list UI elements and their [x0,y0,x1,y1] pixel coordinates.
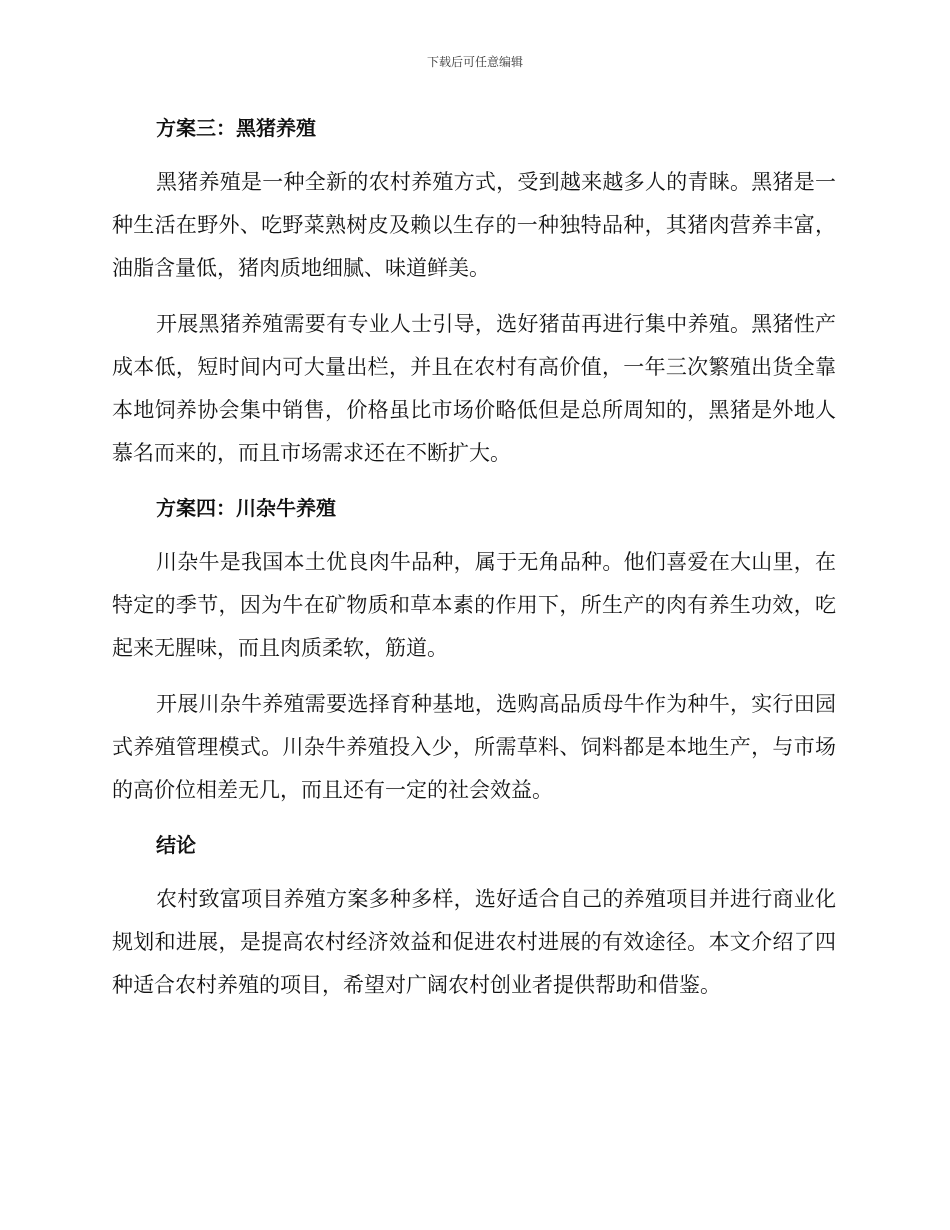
paragraph-conclusion: 农村致富项目养殖方案多种多样，选好适合自己的养殖项目并进行商业化规划和进展，是提高农村经济效益和促进农村进展的有效途径。本文介绍了四种适合农村养殖的项目，希望对广阔农村创业者提供帮助和借鉴。 [112,887,836,997]
paragraph-black-pig-intro: 黑猪养殖是一种全新的农村养殖方式，受到越来越多人的青睐。黑猪是一种生活在野外、吃野菜熟树皮及赖以生存的一种独特品种，其猪肉营养丰富，油脂含量低，猪肉质地细腻、味道鲜美。 [112,170,836,280]
spacer [112,865,836,878]
document-body [112,108,836,1007]
paragraph-cattle-practice: 开展川杂牛养殖需要选择育种基地，选购高品质母牛作为种牛，实行田园式养殖管理模式。川杂牛养殖投入少，所需草料、饲料都是本地生产，与市场的高价位相差无几，而且还有一定的社会效益。 [112,692,836,802]
spacer [112,148,836,161]
spacer [112,290,836,303]
page-header-note: 下载后可任意编辑 [426,55,523,69]
spacer [112,670,836,683]
spacer [112,528,836,541]
spacer [112,475,836,488]
section-heading-conclusion: 结论 [156,833,196,857]
section-heading-plan-four: 方案四：川杂牛养殖 [156,496,336,520]
spacer [112,812,836,825]
paragraph-cattle-intro: 川杂牛是我国本土优良肉牛品种，属于无角品种。他们喜爱在大山里，在特定的季节，因为牛在矿物质和草本素的作用下，所生产的肉有养生功效，吃起来无腥味，而且肉质柔软，筋道。 [112,550,836,660]
section-heading-plan-three: 方案三：黑猪养殖 [156,116,316,140]
paragraph-black-pig-practice: 开展黑猪养殖需要有专业人士引导，选好猪苗再进行集中养殖。黑猪性产成本低，短时间内可大量出栏，并且在农村有高价值，一年三次繁殖出货全靠本地饲养协会集中销售，价格虽比市场价略低但是总所周知的，黑猪是外地人慕名而来的，而且市场需求还在不断扩大。 [112,312,836,465]
